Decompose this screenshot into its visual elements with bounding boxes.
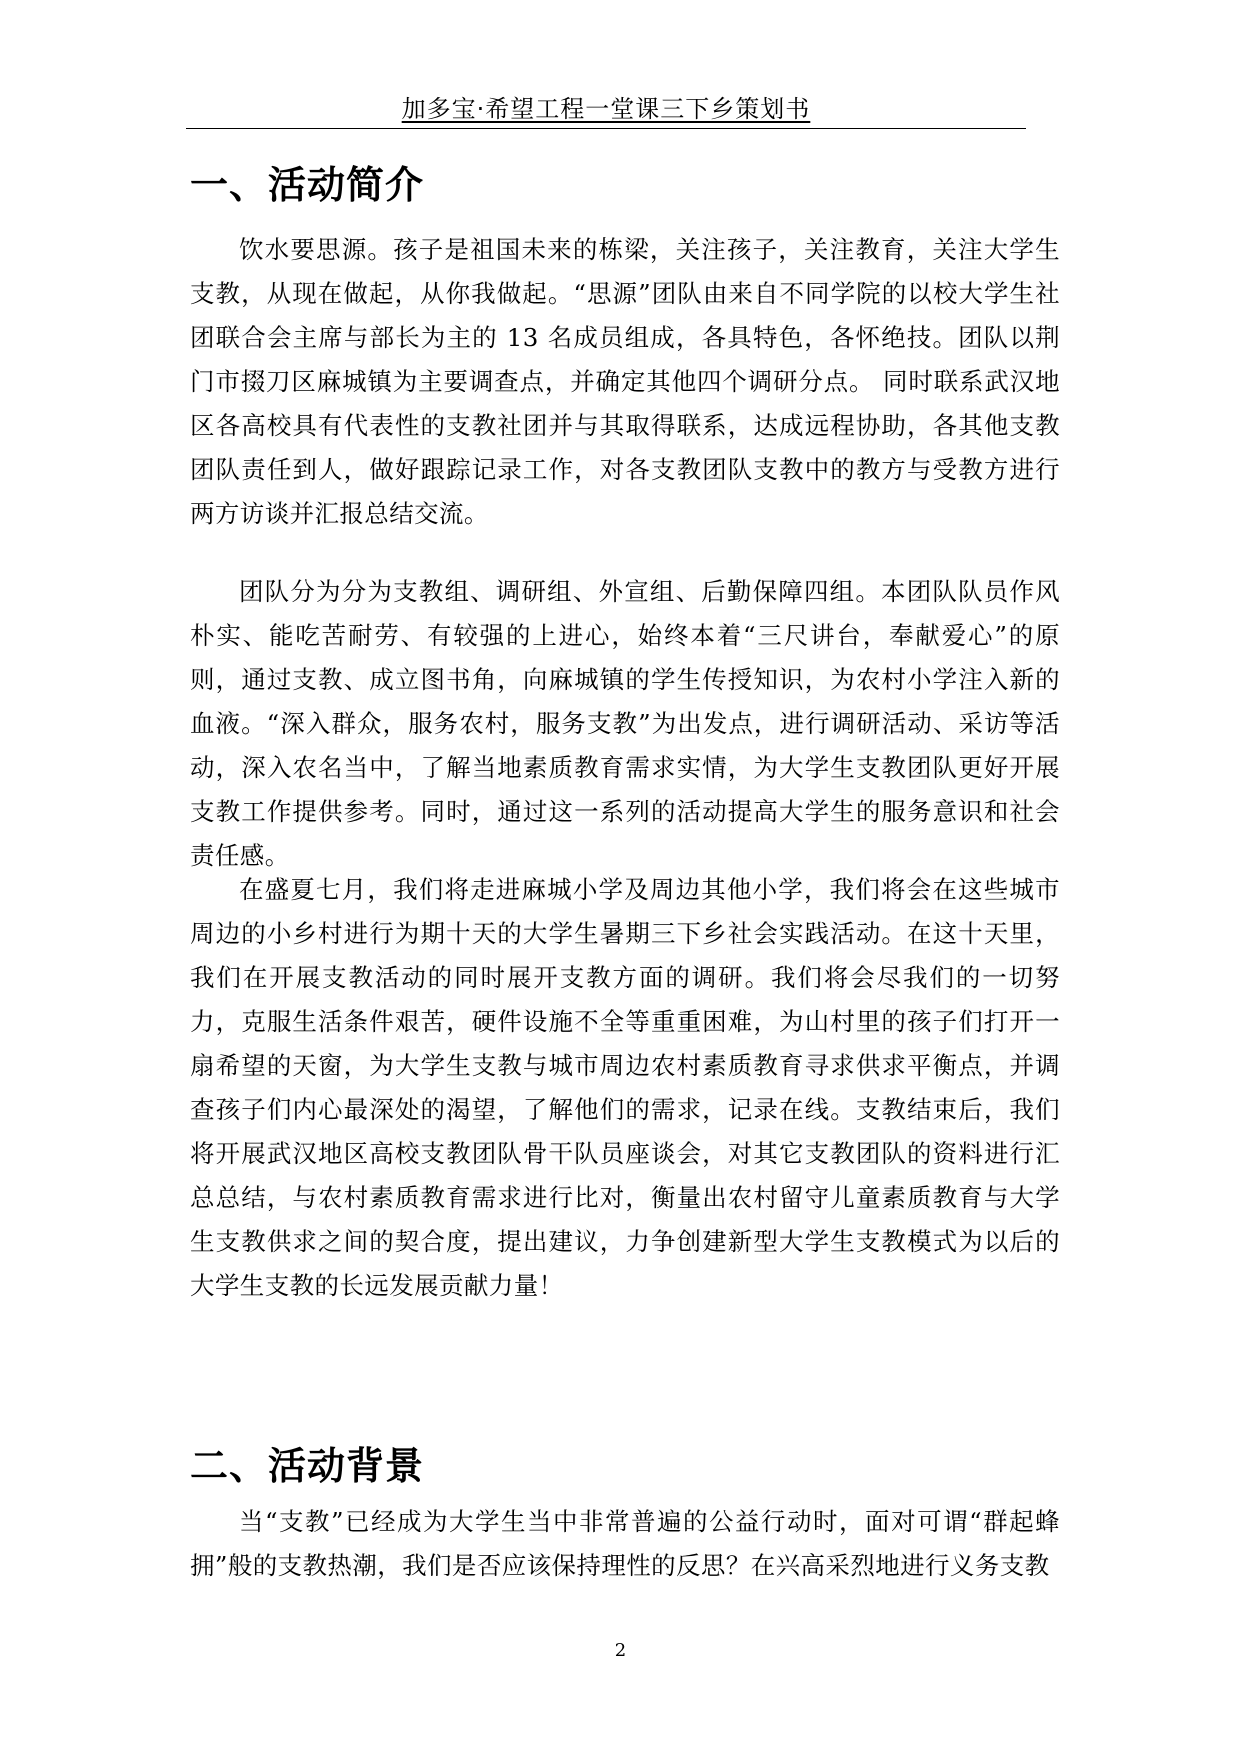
section-heading-background: 二、活动背景 [190, 1444, 425, 1488]
page-number: 2 [614, 1640, 627, 1661]
running-header [186, 92, 1026, 129]
intro-paragraph-3: 在盛夏七月，我们将走进麻城小学及周边其他小学，我们将会在这些城市周边的小乡村进行为期十天的大学生暑期三下乡社会实践活动。在这十天里，我们在开展支教活动的同时展开支教方面的调研。我们将会尽我们的一切努力，克服生活条件艰苦，硬件设施不全等重重困难，为山村里的孩子们打开一扇希望的天窗，为大学生支教与城市周边农村素质教育寻求供求平衡点，并调查孩子们内心最深处的渴望，了解他们的需求，记录在线。支教结束后，我们将开展武汉地区高校支教团队骨干队员座谈会，对其它支教团队的资料进行汇总总结，与农村素质教育需求进行比对，衡量出农村留守儿童素质教育与大学生支教供求之间的契合度，提出建议，力争创建新型大学生支教模式为以后的大学生支教的长远发展贡献力量！ [190, 875, 1060, 1300]
intro-paragraph-2: 团队分为分为支教组、调研组、外宣组、后勤保障四组。本团队队员作风朴实、能吃苦耐劳、有较强的上进心，始终本着“三尺讲台，奉献爱心”的原则，通过支教、成立图书角，向麻城镇的学生传授知识，为农村小学注入新的血液。“深入群众，服务农村，服务支教”为出发点，进行调研活动、采访等活动，深入农名当中，了解当地素质教育需求实情，为大学生支教团队更好开展支教工作提供参考。同时，通过这一系列的活动提高大学生的服务意识和社会责任感。 [190, 577, 1060, 870]
section-heading-intro: 一、活动简介 [190, 163, 425, 207]
background-paragraph-1: 当“支教”已经成为大学生当中非常普遍的公益行动时，面对可谓“群起蜂拥”般的支教热潮，我们是否应该保持理性的反思？在兴高采烈地进行义务支教 [190, 1507, 1060, 1580]
intro-paragraph-1: 饮水要思源。孩子是祖国未来的栋梁，关注孩子，关注教育，关注大学生支教，从现在做起，从你我做起。“思源”团队由来自不同学院的以校大学生社团联合会主席与部长为主的 13 名成员组成，各具特色，各怀绝技。团队以荆门市掇刀区麻城镇为主要调查点，并确定其他四个调研分点。 同时联系武汉地区各高校具有代表性的支教社团并与其取得联系，达成远程协助，各其他支教团队责任到人，做好跟踪记录工作，对各支教团队支教中的教方与受教方进行两方访谈并汇报总结交流。 [190, 235, 1060, 528]
header-title: 加多宝·希望工程一堂课三下乡策划书 [401, 95, 811, 123]
